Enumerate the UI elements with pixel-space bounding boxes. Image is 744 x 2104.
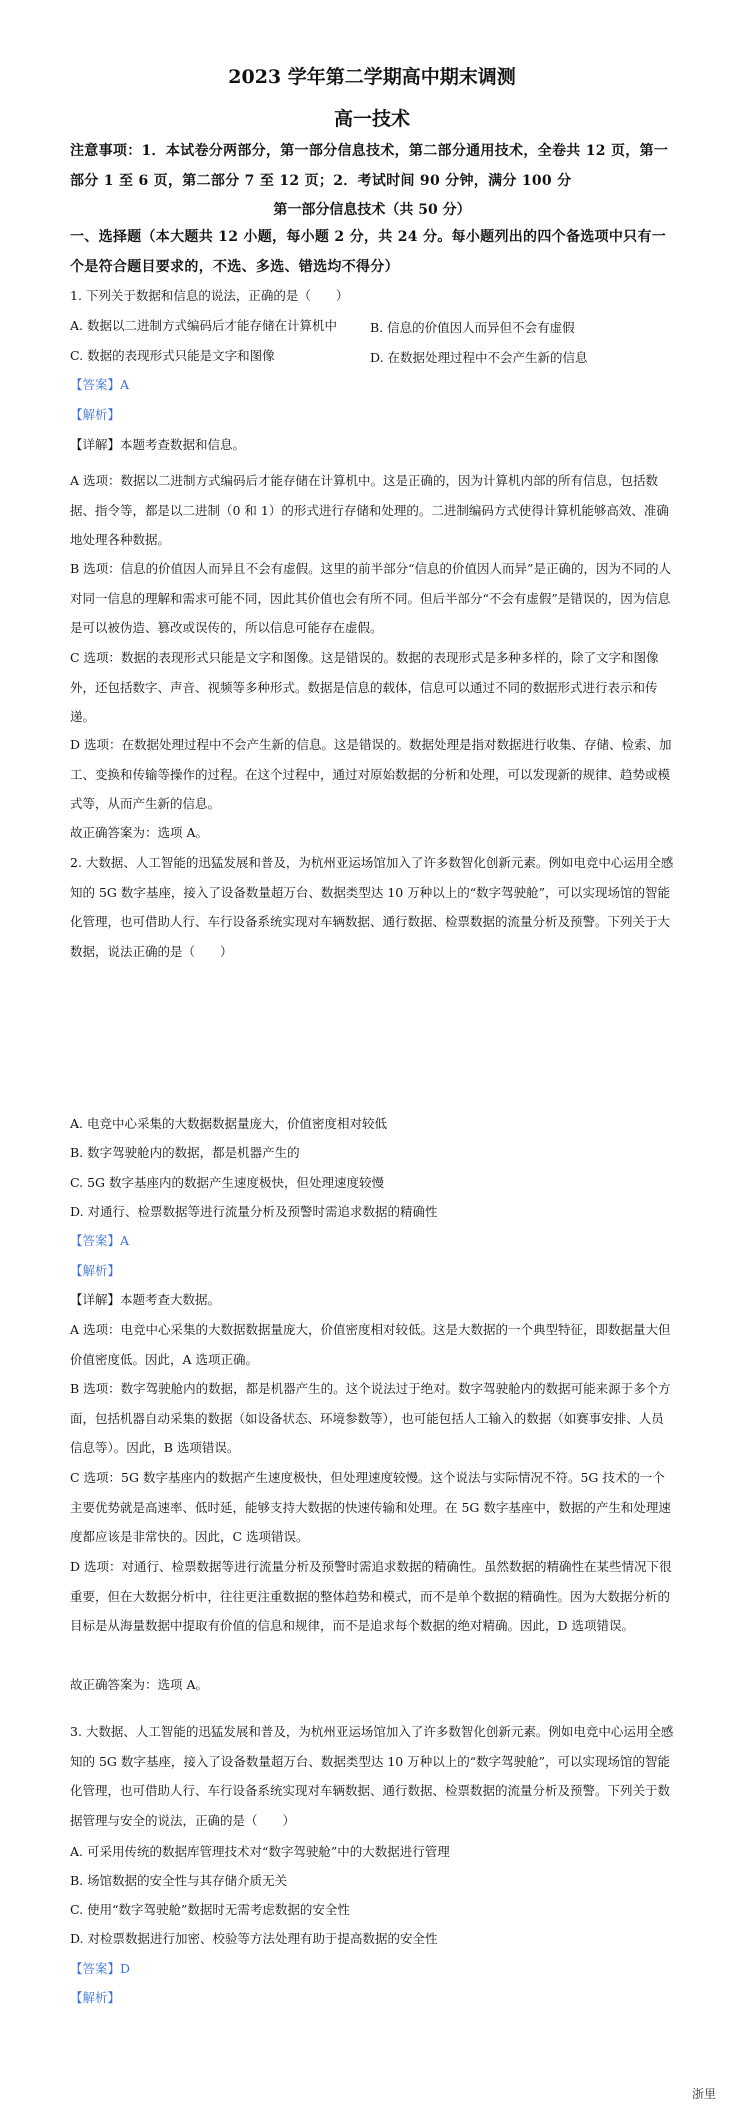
footer-mark: 浙里 bbox=[691, 2087, 716, 2101]
q1-detail: 【详解】本题考查数据和信息。 bbox=[70, 437, 246, 452]
section-title: 一、选择题（本大题共 12 小题，每小题 2 分，共 24 分。每小题列出的四个备选项中只有一个是符合题目要求的，不选、多选、错选均不得分） bbox=[70, 229, 667, 275]
notice: 注意事项：1．本试卷分两部分，第一部分信息技术，第二部分通用技术，全卷共 12 页，第一部分 1 至 6 页，第二部分 7 至 12 页；2．考试时间 90 分钟，满分 100 分 bbox=[70, 143, 669, 189]
q3-option-c: C. 使用“数字驾驶舱”数据时无需考虑数据的安全性 bbox=[70, 1902, 350, 1917]
q2-option-d: D. 对通行、检票数据等进行流量分析及预警时需追求数据的精确性 bbox=[70, 1204, 438, 1219]
q1-answer: 【答案】A bbox=[70, 377, 130, 392]
q3-analysis: 【解析】 bbox=[70, 1990, 121, 2005]
q2-stem: 2. 大数据、人工智能的迅猛发展和普及，为杭州亚运场馆加入了许多数智化创新元素。例如电竞中心运用全感知的 5G 数字基座，接入了设备数量超万台、数据类型达 10 万种以上的“数字驾驶舱”，可以实现场馆的智能化管理，也可借助人行、车行设备系统实现对车辆数据、通行数据、检票数据的流量分析及预警。下列关于大数据，说法正确的是（ ） bbox=[70, 855, 674, 960]
q1-option-c: C. 数据的表现形式只能是文字和图像 bbox=[70, 348, 275, 363]
q1-para-b: B 选项：信息的价值因人而异且不会有虚假。这里的前半部分“信息的价值因人而异”是正确的，因为不同的人对同一信息的理解和需求可能不同，因此其价值也会有所不同。但后半部分“不会有虚假”是错误的，因为信息是可以被伪造、篡改或误传的，所以信息可能存在虚假。 bbox=[70, 561, 671, 636]
q2-answer: 【答案】A bbox=[70, 1233, 130, 1248]
q1-option-b: B. 信息的价值因人而异但不会有虚假 bbox=[370, 320, 575, 335]
q3-answer: 【答案】D bbox=[70, 1961, 131, 1976]
q1-para-d: D 选项：在数据处理过程中不会产生新的信息。这是错误的。数据处理是指对数据进行收集、存储、检索、加工、变换和传输等操作的过程。在这个过程中，通过对原始数据的分析和处理，可以发现新的规律、趋势或模式等，从而产生新的信息。 bbox=[70, 737, 672, 812]
q1-stem: 1. 下列关于数据和信息的说法，正确的是（ ） bbox=[70, 288, 349, 303]
q2-analysis: 【解析】 bbox=[70, 1263, 121, 1278]
q1-option-d: D. 在数据处理过程中不会产生新的信息 bbox=[370, 350, 588, 365]
q3-option-a: A. 可采用传统的数据库管理技术对“数字驾驶舱”中的大数据进行管理 bbox=[70, 1844, 450, 1859]
q1-para-c: C 选项：数据的表现形式只能是文字和图像。这是错误的。数据的表现形式是多种多样的，除了文字和图像外，还包括数字、声音、视频等多种形式。数据是信息的载体，信息可以通过不同的数据形式进行表示和传递。 bbox=[70, 650, 659, 725]
q1-para-a: A 选项：数据以二进制方式编码后才能存储在计算机中。这是正确的，因为计算机内部的所有信息，包括数据、指令等，都是以二进制（0 和 1）的形式进行存储和处理的。二进制编码方式使得计算机能够高效、准确地处理各种数据。 bbox=[70, 473, 669, 548]
exam-title: 2023 学年第二学期高中期末调测 bbox=[228, 66, 516, 88]
q2-para-b: B 选项：数字驾驶舱内的数据，都是机器产生的。这个说法过于绝对。数字驾驶舱内的数据可能来源于多个方面，包括机器自动采集的数据（如设备状态、环境参数等），也可能包括人工输入的数据（如赛事安排、人员信息等）。因此，B 选项错误。 bbox=[70, 1381, 671, 1456]
q1-option-a: A. 数据以二进制方式编码后才能存储在计算机中 bbox=[70, 318, 337, 333]
q2-para-a: A 选项：电竞中心采集的大数据数据量庞大，价值密度相对较低。这是大数据的一个典型特征，即数据量大但价值密度低。因此，A 选项正确。 bbox=[70, 1322, 671, 1367]
q3-option-b: B. 场馆数据的安全性与其存储介质无关 bbox=[70, 1873, 288, 1888]
q2-option-c: C. 5G 数字基座内的数据产生速度极快，但处理速度较慢 bbox=[70, 1175, 384, 1190]
q2-option-a: A. 电竞中心采集的大数据数据量庞大，价值密度相对较低 bbox=[70, 1116, 387, 1131]
q3-option-d: D. 对检票数据进行加密、校验等方法处理有助于提高数据的安全性 bbox=[70, 1931, 438, 1946]
q3-stem: 3. 大数据、人工智能的迅猛发展和普及，为杭州亚运场馆加入了许多数智化创新元素。例如电竞中心运用全感知的 5G 数字基座，接入了设备数量超万台、数据类型达 10 万种以上的“数字驾驶舱”，可以实现场馆的智能化管理，也可借助人行、车行设备系统实现对车辆数据、通行数据、检票数据的流量分析及预警。下列关于数据管理与安全的说法，正确的是（ ） bbox=[70, 1724, 674, 1829]
q2-conclusion: 故正确答案为：选项 A。 bbox=[70, 1677, 209, 1692]
q1-analysis: 【解析】 bbox=[70, 407, 121, 422]
q2-para-c: C 选项：5G 数字基座内的数据产生速度极快，但处理速度较慢。这个说法与实际情况不符。5G 技术的一个主要优势就是高速率、低时延，能够支持大数据的快速传输和处理。在 5G 数字基座中，数据的产生和处理速度都应该是非常快的。因此，C 选项错误。 bbox=[70, 1470, 671, 1545]
exam-subtitle: 高一技术 bbox=[333, 108, 410, 130]
q1-conclusion: 故正确答案为：选项 A。 bbox=[70, 825, 209, 840]
q2-option-b: B. 数字驾驶舱内的数据，都是机器产生的 bbox=[70, 1145, 300, 1160]
q2-detail: 【详解】本题考查大数据。 bbox=[70, 1292, 221, 1307]
q2-para-d: D 选项：对通行、检票数据等进行流量分析及预警时需追求数据的精确性。虽然数据的精确性在某些情况下很重要，但在大数据分析中，往往更注重数据的整体趋势和模式，而不是单个数据的精确性。因为大数据分析的目标是从海量数据中提取有价值的信息和规律，而不是追求每个数据的绝对精确。因此，D 选项错误。 bbox=[70, 1559, 672, 1634]
part-title: 第一部分信息技术（共 50 分） bbox=[273, 202, 471, 218]
